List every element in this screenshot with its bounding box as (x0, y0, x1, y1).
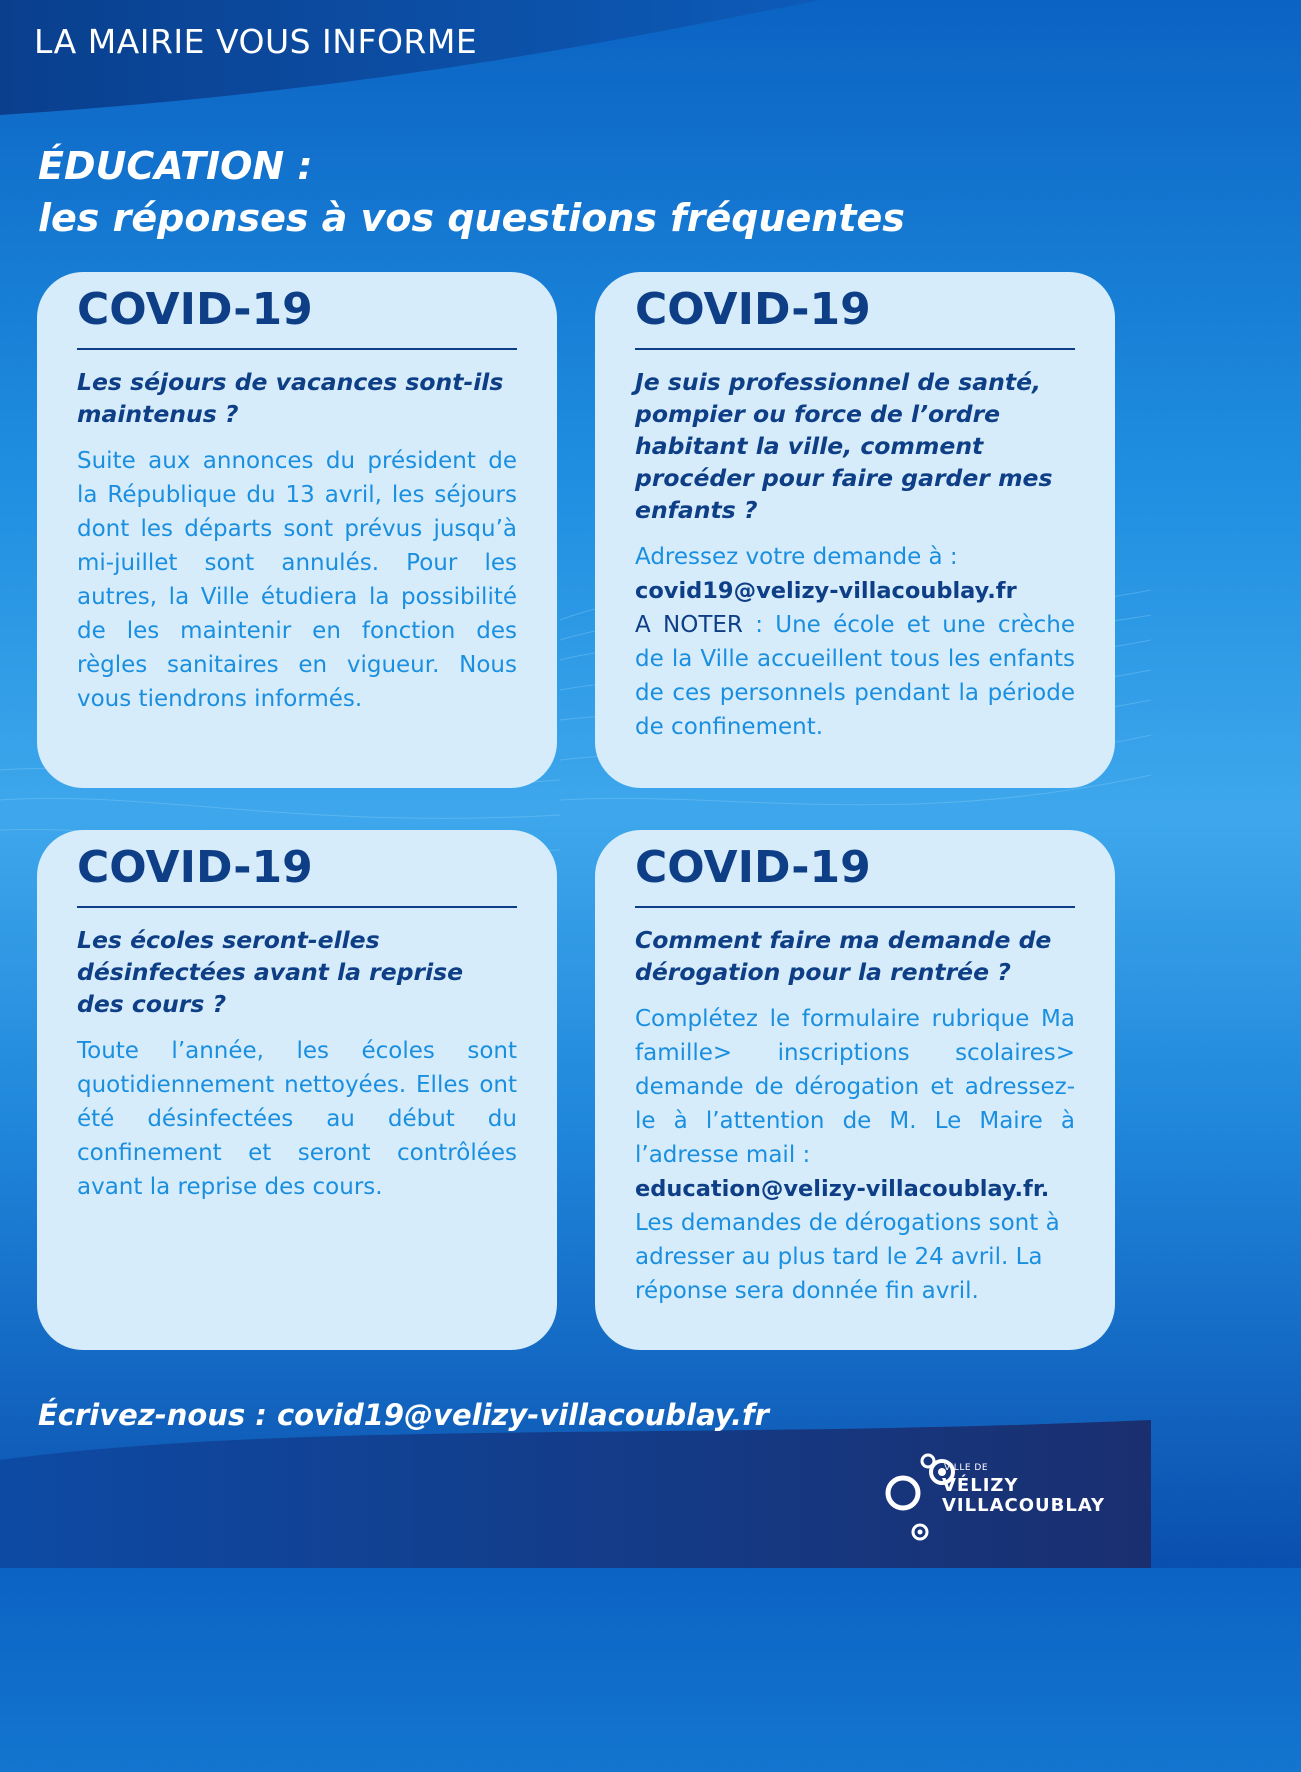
logo-line-1: VÉLIZY (942, 1475, 1019, 1496)
note-label: A NOTER (635, 612, 743, 638)
education-email-link[interactable]: education@velizy-villacoublay.fr. (635, 1176, 1050, 1202)
card-heading: COVID-19 (635, 844, 1075, 908)
page-title (38, 140, 905, 244)
city-logo (884, 1447, 1129, 1551)
card-heading: COVID-19 (77, 844, 517, 908)
footer-contact[interactable]: Écrivez-nous : covid19@velizy-villacoublay.fr (38, 1398, 769, 1432)
faq-card-childcare (595, 272, 1115, 788)
card-answer (635, 1002, 1075, 1308)
contact-email-link[interactable]: covid19@velizy-villacoublay.fr (635, 578, 1017, 604)
card-question: Les séjours de vacances sont-ils maintenus ? (77, 368, 504, 428)
logo-line-2: VILLACOUBLAY (942, 1495, 1106, 1516)
card-answer: Suite aux annonces du président de la République du 13 avril, les séjours dont les départs sont prévus jusqu’à mi-juillet sont annulés. Pour les autres, la Ville étudiera la possibilité de les maintenir en fonction des règles sanitaires en vigueur. Nous vous tiendrons informés. (77, 448, 517, 712)
title-line-1: ÉDUCATION : (38, 144, 313, 188)
answer-text: Complétez le formulaire rubrique Ma famille> inscriptions scolaires> demande de dérogation et adressez-le à l’attention de M. Le Maire à l’adresse mail : (635, 1006, 1075, 1168)
faq-card-derogation (595, 830, 1115, 1350)
note-paragraph (635, 608, 1075, 744)
faq-card-holidays (37, 272, 557, 788)
note-text: : Une école et une crèche de la Ville accueillent tous les enfants de ces personnels pendant la période de confinement. (635, 612, 1075, 740)
answer-intro: Adressez votre demande à : (635, 544, 958, 570)
card-answer: Toute l’année, les écoles sont quotidiennement nettoyées. Elles ont été désinfectées au début du confinement et seront contrôlées avant la reprise des cours. (77, 1038, 517, 1200)
logo-small-text: VILLE DE (944, 1463, 989, 1473)
card-heading: COVID-19 (77, 286, 517, 350)
card-heading: COVID-19 (635, 286, 1075, 350)
answer-text-2: Les demandes de dérogations sont à adresser au plus tard le 24 avril. La réponse sera donnée fin avril. (635, 1210, 1060, 1304)
card-answer (635, 540, 1075, 744)
header-label: LA MAIRIE VOUS INFORME (34, 22, 478, 61)
title-line-2: les réponses à vos questions fréquentes (38, 196, 905, 240)
card-question: Les écoles seront-elles désinfectées avant la reprise des cours ? (77, 926, 464, 1018)
card-question: Comment faire ma demande de dérogation pour la rentrée ? (635, 926, 1052, 986)
faq-card-schools (37, 830, 557, 1350)
card-question: Je suis professionnel de santé, pompier ou force de l’ordre habitant la ville, comment procéder pour faire garder mes enfants ? (635, 368, 1053, 524)
